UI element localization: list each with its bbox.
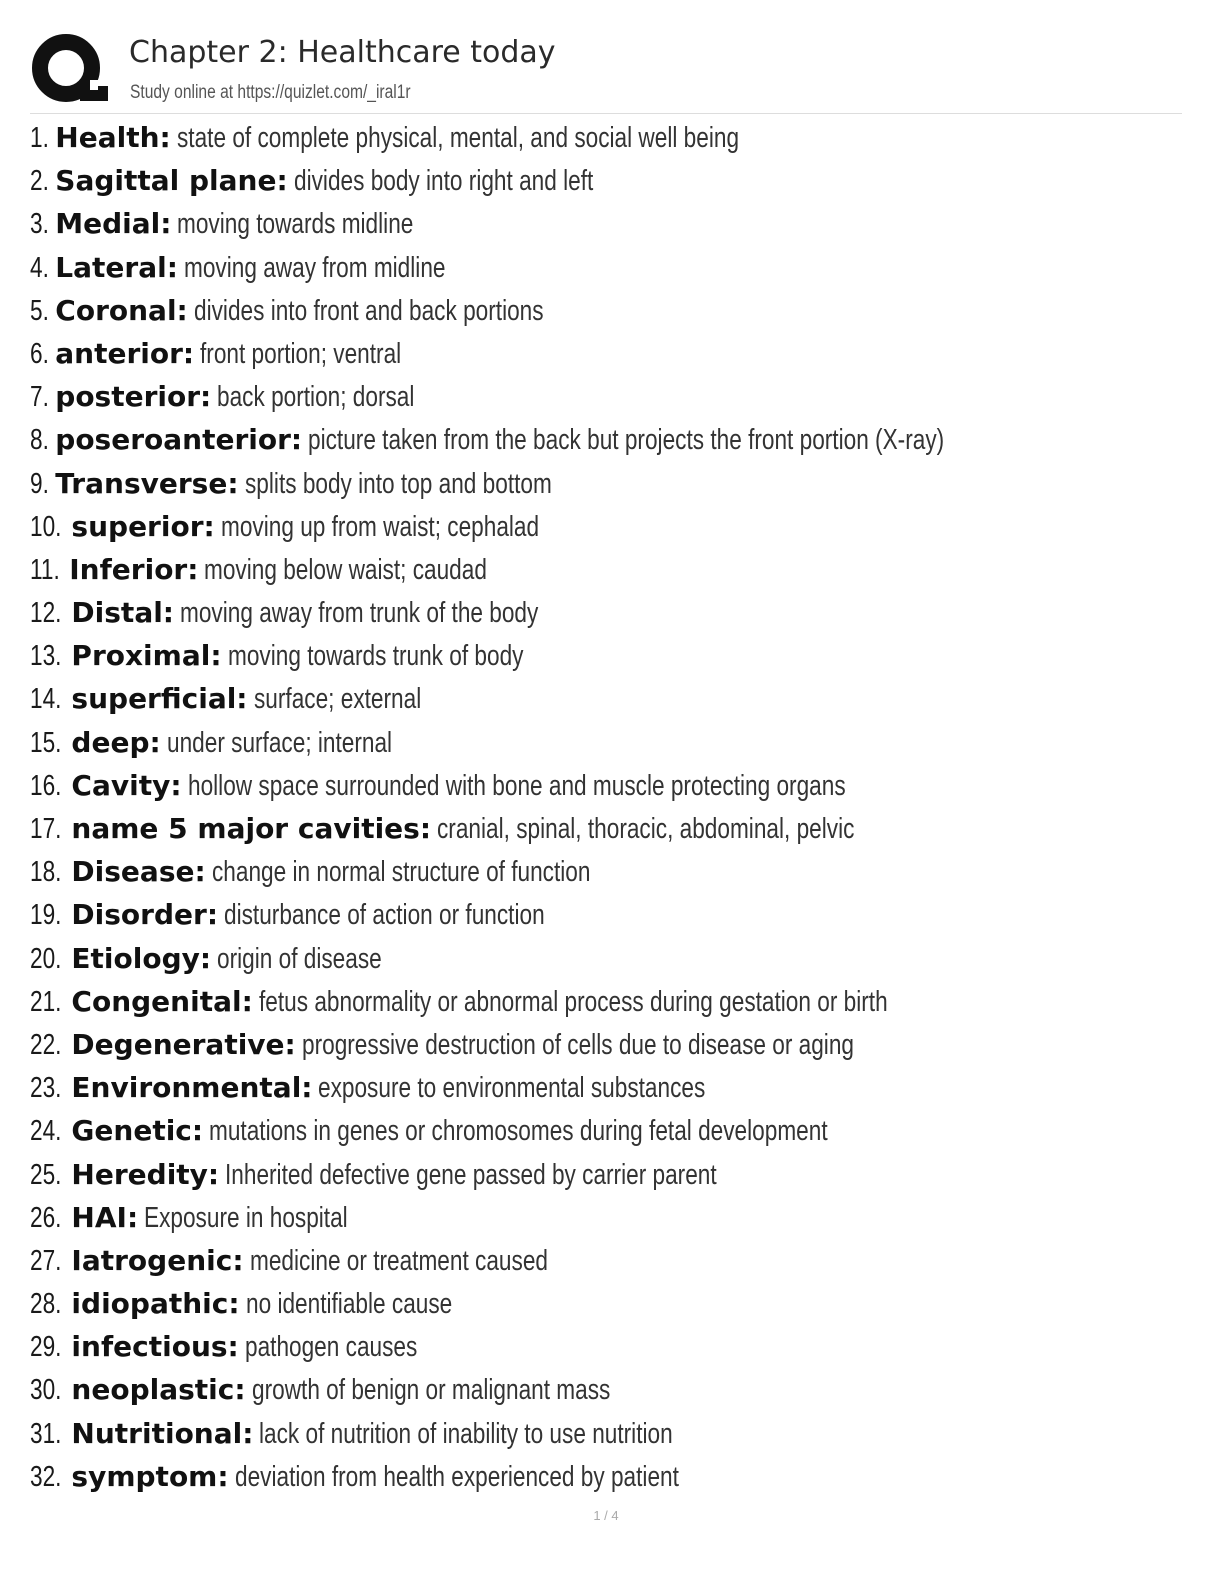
term-name: neoplastic: [71,1373,246,1407]
term-definition: Exposure in hospital [144,1201,348,1234]
term-definition: moving up from waist; cephalad [220,510,539,543]
quizlet-q-logo-icon [30,30,108,108]
term-name: Health: [55,121,171,154]
term-number: 15. [30,726,62,759]
term-definition: under surface; internal [166,726,392,759]
term-definition: mutations in genes or chromosomes during fetal development [209,1115,828,1148]
term-name: Degenerative: [71,1027,296,1061]
term-number: 29. [30,1331,62,1364]
term-number: 3. [30,208,49,241]
term-name: symptom: [71,1459,229,1493]
term-definition: divides into front and back portions [193,294,544,327]
term-name: deep: [71,725,161,759]
term-name: Disease: [71,855,206,889]
term-definition: pathogen causes [244,1331,418,1364]
term-name: Transverse: [55,466,239,500]
term-number: 28. [30,1288,62,1321]
term-name: Etiology: [71,941,212,975]
term-name: Medial: [55,207,172,241]
term-name: Inferior: [69,552,199,586]
term-row [30,1109,1190,1152]
term-number: 14. [30,683,62,716]
term-name: Distal: [71,596,175,630]
term-row [30,332,1190,375]
term-name: anterior: [55,336,195,370]
term-name: superficial: [71,682,248,716]
term-number: 30. [30,1374,62,1407]
term-row [30,980,1190,1023]
term-definition: divides body into right and left [293,165,593,198]
term-number: 24. [30,1115,62,1148]
term-number: 23. [30,1072,62,1105]
term-name: superior: [71,509,215,543]
term-row [30,202,1190,245]
term-name: Iatrogenic: [71,1243,244,1277]
term-row [30,1455,1190,1498]
term-definition: no identifiable cause [245,1288,452,1321]
term-row [30,116,1190,159]
term-row [30,1239,1190,1282]
term-row [30,246,1190,289]
term-definition: splits body into top and bottom [244,467,552,500]
term-definition: moving towards midline [177,208,414,241]
page-title: Chapter 2: Healthcare today [129,35,556,70]
term-row [30,1066,1190,1109]
term-name: Coronal: [55,293,188,327]
term-number: 10. [30,510,62,543]
term-number: 27. [30,1244,62,1277]
term-number: 31. [30,1417,62,1450]
term-row [30,937,1190,980]
term-row [30,1368,1190,1411]
term-row [30,1282,1190,1325]
term-row [30,677,1190,720]
term-definition: fetus abnormality or abnormal process during gestation or birth [258,985,888,1018]
term-name: Lateral: [55,250,178,284]
term-name: Congenital: [71,984,253,1018]
term-row [30,462,1190,505]
term-definition: disturbance of action or function [224,899,545,932]
term-number: 17. [30,813,62,845]
term-row [30,159,1190,202]
term-row [30,505,1190,548]
term-number: 19. [30,899,62,932]
term-row [30,764,1190,807]
term-row [30,1412,1190,1455]
term-number: 1. [30,122,49,154]
term-number: 2. [30,165,49,198]
term-name: Cavity: [71,768,182,802]
term-number: 12. [30,597,62,630]
term-number: 25. [30,1158,62,1191]
term-definition: front portion; ventral [200,337,402,370]
term-name: Nutritional: [71,1416,254,1450]
term-definition: moving towards trunk of body [227,640,523,673]
term-number: 16. [30,769,62,802]
term-name: posterior: [55,380,212,414]
term-row [30,1153,1190,1196]
term-number: 18. [30,856,62,889]
term-number: 11. [30,553,60,586]
term-number: 20. [30,942,62,975]
term-definition: growth of benign or malignant mass [251,1374,610,1407]
term-definition: medicine or treatment caused [249,1244,548,1277]
term-definition: hollow space surrounded with bone and muscle protecting organs [187,769,846,802]
term-name: Environmental: [71,1071,313,1105]
term-name: poseroanterior: [55,423,303,457]
term-definition: moving below waist; caudad [204,553,488,586]
term-row [30,1196,1190,1239]
term-row [30,289,1190,332]
term-row [30,634,1190,677]
term-row [30,1325,1190,1368]
term-definition: deviation from health experienced by patient [234,1460,679,1493]
term-row [30,807,1190,850]
term-definition: moving away from trunk of the body [180,597,539,630]
term-row [30,591,1190,634]
term-definition: cranial, spinal, thoracic, abdominal, pelvic [437,813,855,845]
term-definition: picture taken from the back but projects the front portion (X-ray) [308,424,945,457]
term-name: Genetic: [71,1114,204,1148]
term-number: 32. [30,1460,62,1493]
term-name: Sagittal plane: [55,164,288,198]
term-number: 6. [30,337,49,370]
term-row [30,1023,1190,1066]
term-name: Disorder: [71,898,219,932]
term-definition: back portion; dorsal [217,381,415,414]
term-row [30,850,1190,893]
term-number: 7. [30,381,49,414]
term-number: 4. [30,251,49,284]
term-number: 13. [30,640,62,673]
term-name: idiopathic: [71,1287,240,1321]
term-number: 8. [30,424,49,457]
term-name: infectious: [71,1330,239,1364]
term-number: 5. [30,294,49,327]
term-name: name 5 major cavities: [71,812,432,845]
term-definition: exposure to environmental substances [318,1072,706,1105]
term-number: 26. [30,1201,62,1234]
term-name: Proximal: [71,639,222,673]
term-number: 22. [30,1028,62,1061]
term-definition: lack of nutrition of inability to use nutrition [259,1417,674,1450]
term-number: 21. [30,985,62,1018]
term-definition: change in normal structure of function [211,856,591,889]
terms-list [30,116,1190,1498]
term-definition: surface; external [253,683,421,716]
term-row [30,375,1190,418]
term-number: 9. [30,467,49,500]
term-definition: moving away from midline [183,251,446,284]
header-divider [30,113,1182,114]
term-row [30,893,1190,936]
term-definition: progressive destruction of cells due to disease or aging [301,1028,854,1061]
term-definition: state of complete physical, mental, and social well being [176,122,739,154]
page-number: 1 / 4 [593,1508,619,1523]
term-row [30,418,1190,461]
term-row [30,548,1190,591]
term-row [30,721,1190,764]
term-definition: origin of disease [217,942,382,975]
term-name: HAI: [71,1200,139,1234]
term-name: Heredity: [71,1157,220,1191]
study-online-link[interactable]: Study online at https://quizlet.com/_iral1r [130,82,411,103]
term-definition: Inherited defective gene passed by carrier parent [225,1158,717,1191]
